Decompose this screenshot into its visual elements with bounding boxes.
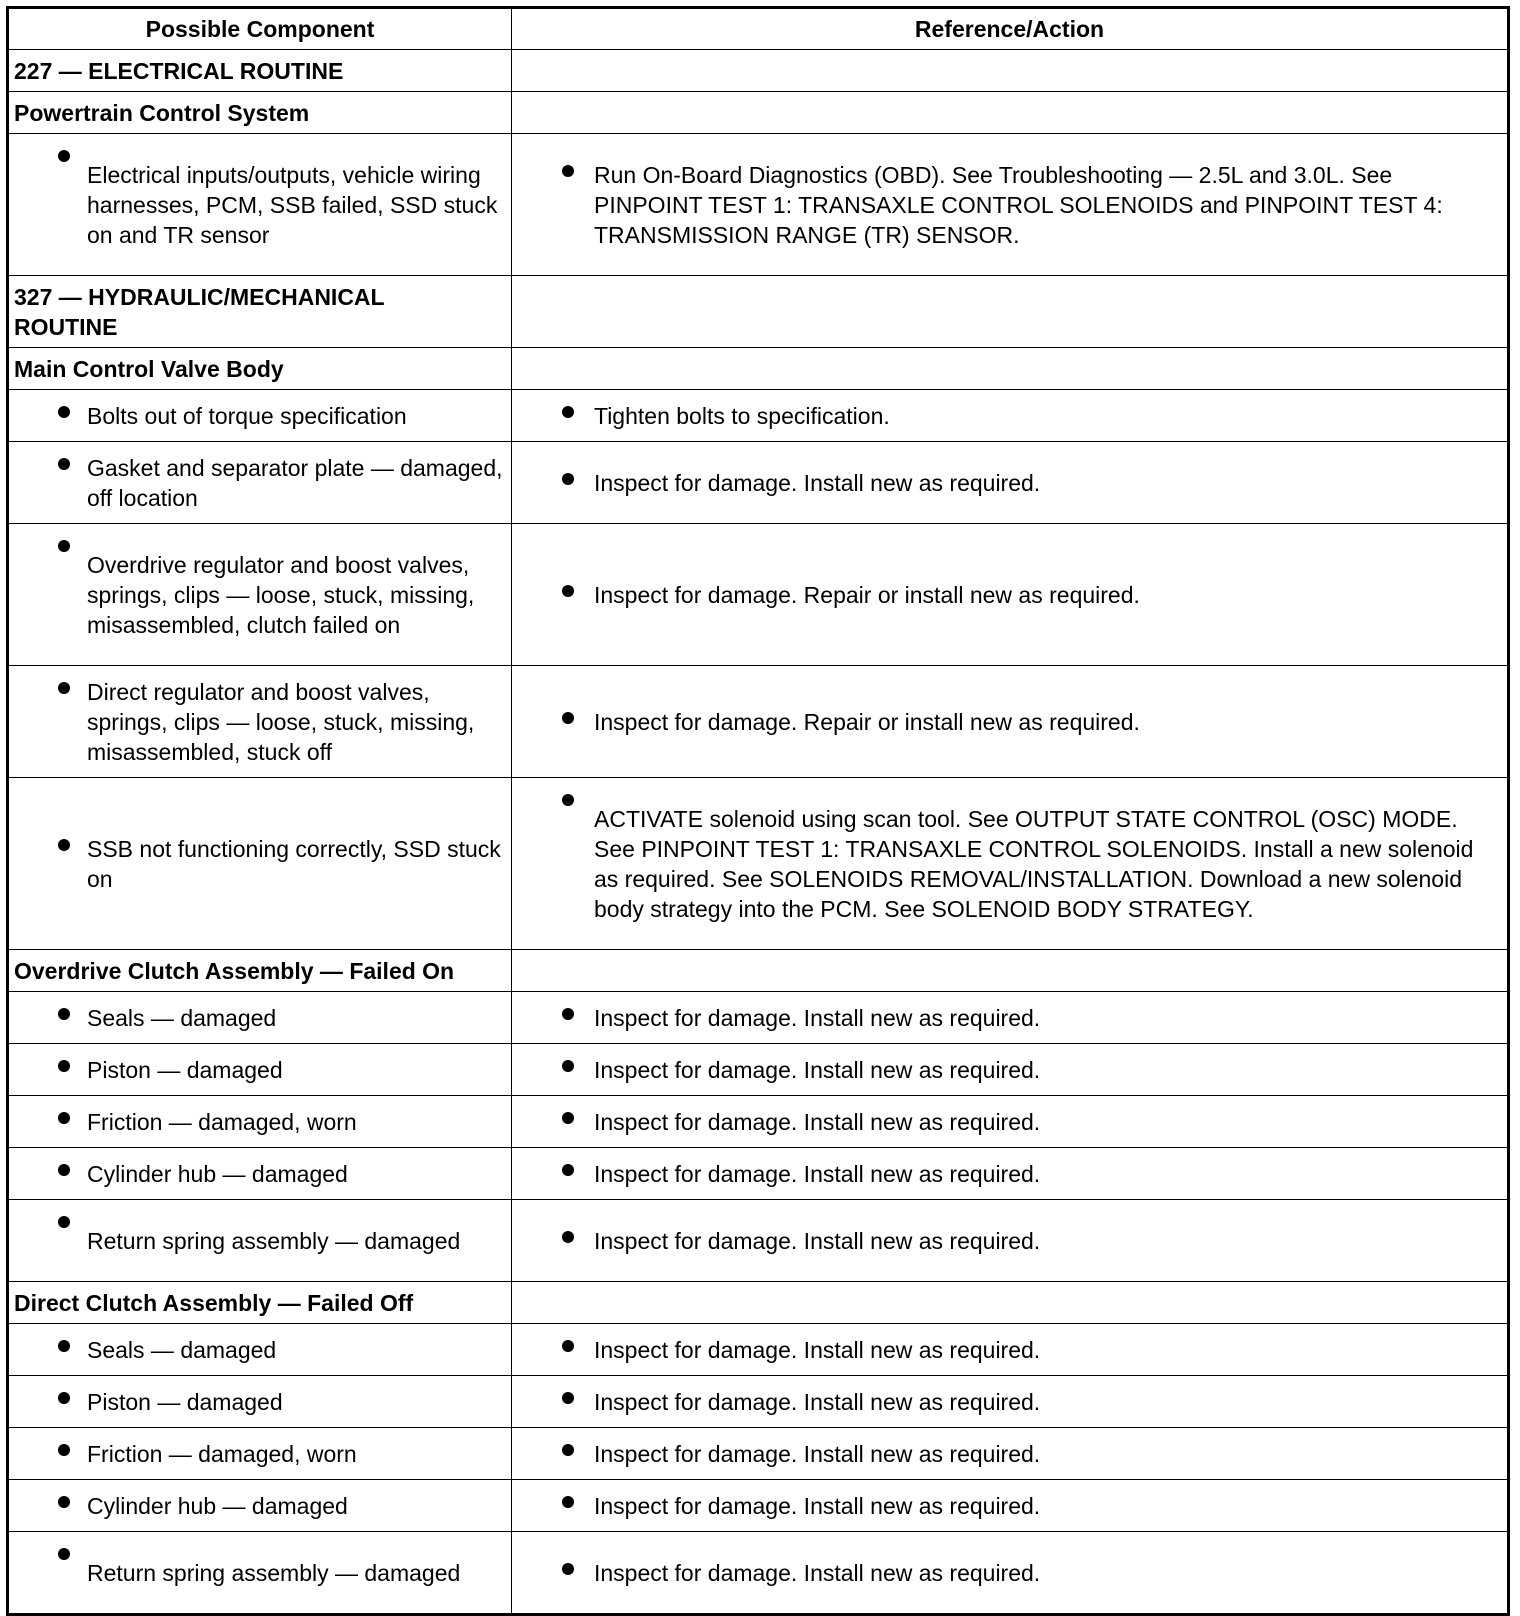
column-header-component: Possible Component: [8, 8, 512, 50]
section-row: [8, 276, 1509, 348]
component-cell: [8, 992, 512, 1044]
action-cell: [512, 1428, 1509, 1480]
table-row: [8, 1200, 1509, 1282]
action-text: Inspect for damage. Install new as required.: [594, 1336, 1041, 1363]
group-row: [8, 1282, 1509, 1324]
table-row: [8, 1428, 1509, 1480]
action-text: Inspect for damage. Install new as required.: [594, 1559, 1041, 1586]
component-cell: [8, 1532, 512, 1615]
group-row: [8, 950, 1509, 992]
action-text: Inspect for damage. Install new as required.: [594, 1492, 1041, 1519]
component-cell: [8, 390, 512, 442]
bullet-icon: [562, 1392, 574, 1404]
component-cell: [8, 1480, 512, 1532]
bullet-icon: [58, 540, 70, 552]
component-text: Overdrive regulator and boost valves, springs, clips — loose, stuck, missing, misassembled, clutch failed on: [87, 551, 475, 638]
action-text: Inspect for damage. Install new as required.: [594, 1160, 1041, 1187]
table-row: [8, 1532, 1509, 1615]
table-row: [8, 1324, 1509, 1376]
component-text: Seals — damaged: [87, 1336, 277, 1363]
bullet-icon: [58, 406, 70, 418]
action-cell: [512, 524, 1509, 666]
component-cell: [8, 778, 512, 950]
component-text: Friction — damaged, worn: [87, 1440, 357, 1467]
table-row: [8, 778, 1509, 950]
table-row: [8, 442, 1509, 524]
action-cell: [512, 992, 1509, 1044]
table-row: [8, 666, 1509, 778]
empty-cell: [512, 92, 1509, 134]
bullet-icon: [58, 1392, 70, 1404]
bullet-icon: [562, 1231, 574, 1243]
table-row: [8, 134, 1509, 276]
action-cell: [512, 1532, 1509, 1615]
component-text: Friction — damaged, worn: [87, 1108, 357, 1135]
table-row: [8, 1376, 1509, 1428]
component-cell: [8, 442, 512, 524]
action-cell: [512, 1324, 1509, 1376]
component-cell: [8, 1428, 512, 1480]
action-text: Run On-Board Diagnostics (OBD). See Troubleshooting — 2.5L and 3.0L. See PINPOINT TEST 1: TRANSAXLE CONTROL SOLENOIDS and PINPOINT TEST 4: TRANSMISSION RANGE (TR) SENSOR.: [594, 161, 1443, 248]
bullet-icon: [58, 1008, 70, 1020]
group-title: Direct Clutch Assembly — Failed Off: [8, 1282, 512, 1324]
action-cell: [512, 778, 1509, 950]
action-cell: [512, 1096, 1509, 1148]
empty-cell: [512, 348, 1509, 390]
component-cell: [8, 524, 512, 666]
component-text: Piston — damaged: [87, 1056, 283, 1083]
action-text: Inspect for damage. Install new as required.: [594, 1056, 1041, 1083]
component-cell: [8, 666, 512, 778]
component-text: Return spring assembly — damaged: [87, 1559, 461, 1586]
component-cell: [8, 1376, 512, 1428]
action-text: Inspect for damage. Install new as required.: [594, 1227, 1041, 1254]
empty-cell: [512, 276, 1509, 348]
action-cell: [512, 1200, 1509, 1282]
bullet-icon: [58, 1340, 70, 1352]
table-row: [8, 1096, 1509, 1148]
table-row: [8, 1044, 1509, 1096]
action-text: Inspect for damage. Install new as required.: [594, 1004, 1041, 1031]
action-cell: [512, 134, 1509, 276]
bullet-icon: [562, 165, 574, 177]
component-text: Gasket and separator plate — damaged, off location: [87, 454, 503, 511]
action-text: ACTIVATE solenoid using scan tool. See OUTPUT STATE CONTROL (OSC) MODE. See PINPOINT TEST 1: TRANSAXLE CONTROL SOLENOIDS. Install a new solenoid as required. See SOLENOIDS REMOVAL/INSTALLATION. Download a new solenoid body strategy into the PCM. See SOLENOID BODY STRATEGY.: [594, 805, 1474, 922]
bullet-icon: [562, 794, 574, 806]
column-header-action: Reference/Action: [512, 8, 1509, 50]
group-row: [8, 348, 1509, 390]
bullet-icon: [562, 406, 574, 418]
action-cell: [512, 666, 1509, 778]
section-title: 227 — ELECTRICAL ROUTINE: [8, 50, 512, 92]
component-text: Electrical inputs/outputs, vehicle wiring harnesses, PCM, SSB failed, SSD stuck on and TR sensor: [87, 161, 498, 248]
component-text: Cylinder hub — damaged: [87, 1160, 348, 1187]
group-row: [8, 92, 1509, 134]
empty-cell: [512, 1282, 1509, 1324]
diagnosis-table: [6, 6, 1510, 1616]
bullet-icon: [58, 1060, 70, 1072]
bullet-icon: [58, 1496, 70, 1508]
component-cell: [8, 1324, 512, 1376]
component-text: Bolts out of torque specification: [87, 402, 407, 429]
header-row: [8, 8, 1509, 50]
empty-cell: [512, 50, 1509, 92]
action-cell: [512, 442, 1509, 524]
bullet-icon: [562, 1164, 574, 1176]
group-title: Main Control Valve Body: [8, 348, 512, 390]
component-cell: [8, 1148, 512, 1200]
component-text: Direct regulator and boost valves, springs, clips — loose, stuck, missing, misassembled, stuck off: [87, 678, 475, 765]
table-row: [8, 390, 1509, 442]
component-text: Return spring assembly — damaged: [87, 1227, 461, 1254]
action-text: Inspect for damage. Install new as required.: [594, 1388, 1041, 1415]
component-cell: [8, 1044, 512, 1096]
table-row: [8, 1148, 1509, 1200]
bullet-icon: [58, 1112, 70, 1124]
action-text: Inspect for damage. Install new as required.: [594, 1108, 1041, 1135]
action-text: Tighten bolts to specification.: [594, 402, 890, 429]
component-text: Cylinder hub — damaged: [87, 1492, 348, 1519]
bullet-icon: [562, 712, 574, 724]
component-text: Piston — damaged: [87, 1388, 283, 1415]
bullet-icon: [58, 682, 70, 694]
bullet-icon: [58, 1548, 70, 1560]
action-cell: [512, 1480, 1509, 1532]
bullet-icon: [562, 585, 574, 597]
action-cell: [512, 390, 1509, 442]
action-cell: [512, 1148, 1509, 1200]
bullet-icon: [58, 458, 70, 470]
table-row: [8, 1480, 1509, 1532]
bullet-icon: [562, 1112, 574, 1124]
action-cell: [512, 1044, 1509, 1096]
bullet-icon: [58, 1164, 70, 1176]
bullet-icon: [562, 1340, 574, 1352]
bullet-icon: [58, 839, 70, 851]
table-row: [8, 992, 1509, 1044]
action-cell: [512, 1376, 1509, 1428]
action-text: Inspect for damage. Repair or install new as required.: [594, 708, 1140, 735]
empty-cell: [512, 950, 1509, 992]
bullet-icon: [562, 1563, 574, 1575]
component-cell: [8, 1200, 512, 1282]
bullet-icon: [58, 150, 70, 162]
component-text: SSB not functioning correctly, SSD stuck on: [87, 835, 501, 892]
bullet-icon: [58, 1444, 70, 1456]
component-text: Seals — damaged: [87, 1004, 277, 1031]
component-cell: [8, 1096, 512, 1148]
section-row: [8, 50, 1509, 92]
action-text: Inspect for damage. Install new as required.: [594, 1440, 1041, 1467]
bullet-icon: [562, 1060, 574, 1072]
group-title: Powertrain Control System: [8, 92, 512, 134]
table-row: [8, 524, 1509, 666]
bullet-icon: [562, 1444, 574, 1456]
component-cell: [8, 134, 512, 276]
action-text: Inspect for damage. Install new as required.: [594, 469, 1041, 496]
section-title: 327 — HYDRAULIC/MECHANICAL ROUTINE: [8, 276, 512, 348]
bullet-icon: [562, 473, 574, 485]
bullet-icon: [58, 1216, 70, 1228]
bullet-icon: [562, 1008, 574, 1020]
bullet-icon: [562, 1496, 574, 1508]
group-title: Overdrive Clutch Assembly — Failed On: [8, 950, 512, 992]
action-text: Inspect for damage. Repair or install new as required.: [594, 581, 1140, 608]
